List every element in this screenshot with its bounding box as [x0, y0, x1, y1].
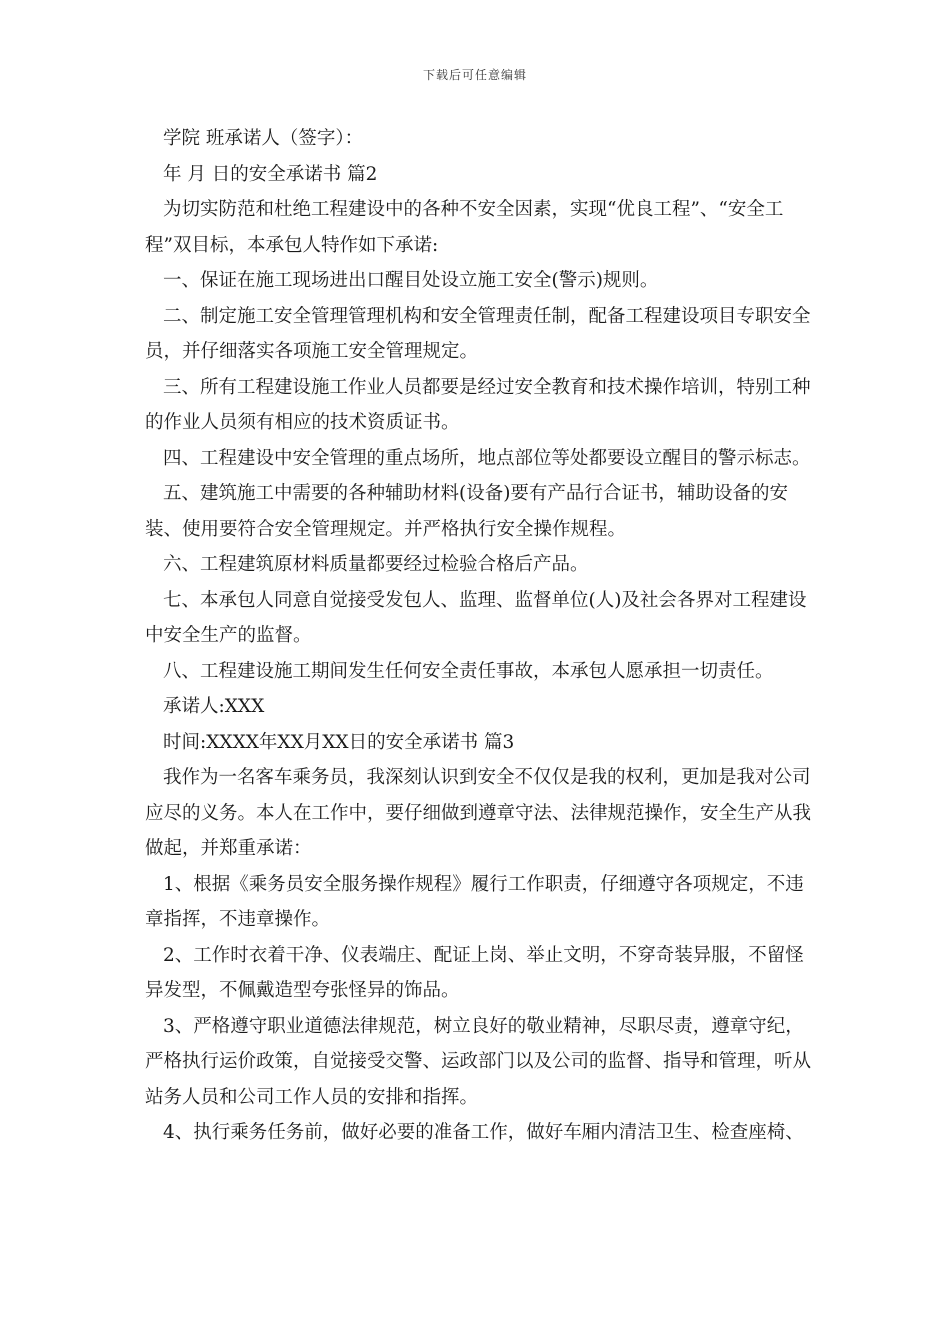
paragraph: 四、工程建设中安全管理的重点场所，地点部位等处都要设立醒目的警示标志。: [163, 447, 811, 469]
paragraph: 年 月 日的安全承诺书 篇2: [163, 163, 378, 185]
paragraph: 七、本承包人同意自觉接受发包人、监理、监督单位(人)及社会各界对工程建设中安全生产的监督。: [145, 589, 807, 646]
paragraph: 二、制定施工安全管理管理机构和安全管理责任制，配备工程建设项目专职安全员，并仔细落实各项施工安全管理规定。: [145, 305, 811, 362]
header-note: 下载后可任意编辑: [422, 68, 527, 82]
paragraph: 一、保证在施工现场进出口醒目处设立施工安全(警示)规则。: [163, 270, 659, 291]
paragraph: 3、严格遵守职业道德法律规范，树立良好的敬业精神，尽职尽责，遵章守纪，严格执行运价政策，自觉接受交警、运政部门以及公司的监督、指导和管理，听从站务人员和公司工作人员的安排和指挥。: [145, 1015, 812, 1108]
paragraph: 三、所有工程建设施工作业人员都要是经过安全教育和技术操作培训，特别工种的作业人员须有相应的技术资质证书。: [145, 376, 811, 433]
document-body: [145, 121, 821, 1151]
paragraph: 我作为一名客车乘务员，我深刻认识到安全不仅仅是我的权利，更加是我对公司应尽的义务。本人在工作中，要仔细做到遵章守法、法律规范操作，安全生产从我做起，并郑重承诺：: [145, 767, 812, 859]
paragraph: 2、工作时衣着干净、仪表端庄、配证上岗、举止文明，不穿奇装异服，不留怪异发型，不佩戴造型夸张怪异的饰品。: [145, 944, 804, 1001]
paragraph: 为切实防范和杜绝工程建设中的各种不安全因素，实现“优良工程”、“安全工程”双目标，本承包人特作如下承诺:: [145, 199, 784, 256]
paragraph: 五、建筑施工中需要的各种辅助材料(设备)要有产品行合证书，辅助设备的安装、使用要符合安全管理规定。并严格执行安全操作规程。: [145, 483, 788, 540]
paragraph: 八、工程建设施工期间发生任何安全责任事故，本承包人愿承担一切责任。: [163, 660, 774, 682]
paragraph: 学院 班承诺人（签字）：: [163, 128, 364, 149]
paragraph: 承诺人:XXX: [163, 696, 265, 717]
paragraph: 六、工程建筑原材料质量都要经过检验合格后产品。: [163, 554, 589, 575]
paragraph: 1、根据《乘务员安全服务操作规程》履行工作职责，仔细遵守各项规定，不违章指挥，不违章操作。: [145, 873, 804, 930]
paragraph: 4、执行乘务任务前，做好必要的准备工作，做好车厢内清洁卫生、检查座椅、: [163, 1122, 804, 1143]
paragraph: 时间:XXXX年XX月XX日的安全承诺书 篇3: [163, 731, 515, 753]
